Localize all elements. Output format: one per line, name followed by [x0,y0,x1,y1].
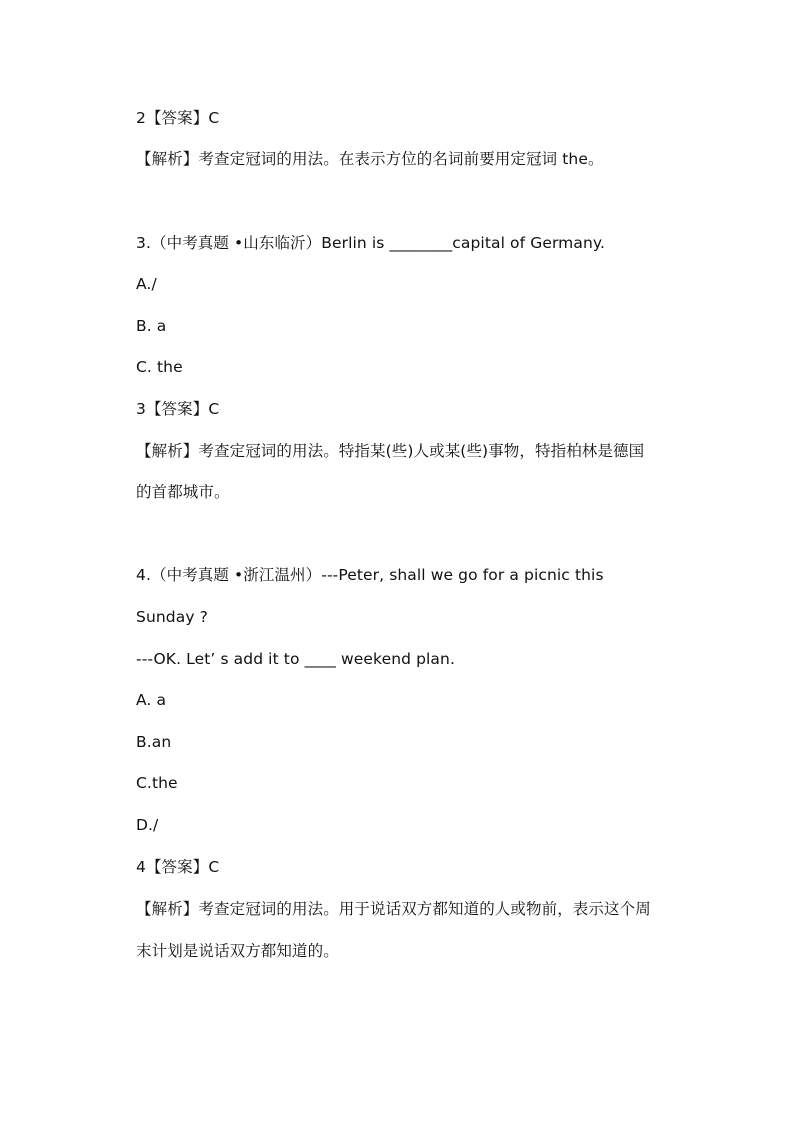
q3-option-a: A./ [136,275,157,293]
question-4-continued: Sunday ? [136,608,208,626]
analysis-3: 【解析】考查定冠词的用法。特指某(些)人或某(些)事物，特指柏林是德国 [136,442,645,460]
question-4: 4.（中考真题 •浙江温州）---Peter, shall we go for a picnic this [136,566,604,584]
question-4-reply: ---OK. Let’ s add it to ____ weekend plan. [136,650,455,668]
analysis-4-continued: 末计划是说话双方都知道的。 [136,942,339,960]
answer-3: 3【答案】C [136,400,220,418]
analysis-4: 【解析】考查定冠词的用法。用于说话双方都知道的人或物前，表示这个周 [136,900,651,918]
q3-option-b: B. a [136,317,167,335]
answer-4: 4【答案】C [136,858,220,876]
answer-2: 2【答案】C [136,109,220,127]
q4-option-d: D./ [136,816,159,834]
analysis-2: 【解析】考查定冠词的用法。在表示方位的名词前要用定冠词 the。 [136,150,604,168]
question-3: 3.（中考真题 •山东临沂）Berlin is ________capital of Germany. [136,234,605,252]
q3-option-c: C. the [136,358,183,376]
analysis-3-continued: 的首都城市。 [136,483,230,501]
q4-option-b: B.an [136,733,172,751]
q4-option-c: C.the [136,774,178,792]
q4-option-a: A. a [136,691,167,709]
